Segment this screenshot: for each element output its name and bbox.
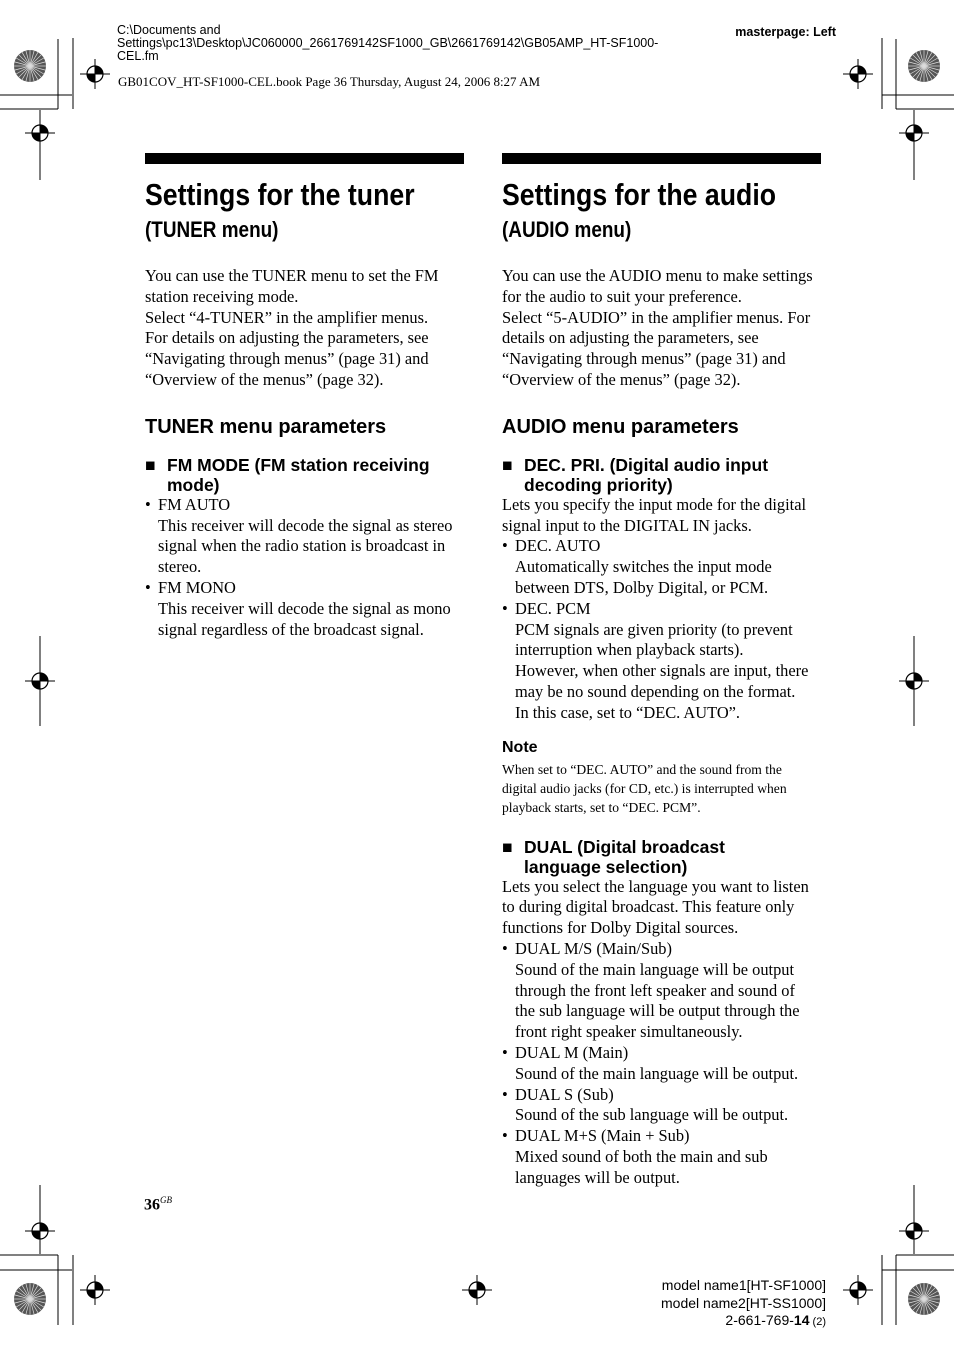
list-item-desc: This receiver will decode the signal as stereo signal when the radio station is broadcast in stereo. xyxy=(158,515,453,577)
list-item: • FM AUTO xyxy=(145,494,231,514)
note-heading: Note xyxy=(502,738,538,756)
tuner-intro: You can use the TUNER menu to set the FM station receiving mode. Select “4-TUNER” in the amplifier menus. For details on adjusting the parameters, see “Navigating through menus” (page 31) and “Overview of the menus” (page 32). xyxy=(145,266,439,389)
audio-params-heading: AUDIO menu parameters xyxy=(502,415,739,438)
list-item-desc: This receiver will decode the signal as mono signal regardless of the broadcast signal. xyxy=(158,598,451,639)
fm-mode-heading: ■ FM MODE (FM station receiving mode) xyxy=(145,454,430,495)
registration-crosshair-icon xyxy=(25,666,55,696)
dual-body: Lets you select the language you want to listen to during digital broadcast. This feature only functions for Dolby Digital sources. • DUAL M/S (Main/Sub) Sound of the main language will be output through the front left speaker and sound of the sub language will be output through the front right speaker simultaneously. • DUAL M (Main) Sound of the main language will be output. • DUAL S (Sub) Sound of the sub language will be output. • DUAL M+S (Main + Sub) Mixed sound of both the main and sub languages will be output. xyxy=(502,877,821,1189)
registration-star-icon xyxy=(908,1283,940,1315)
tuner-params-heading: TUNER menu parameters xyxy=(145,415,387,438)
list-item-desc: Sound of the main language will be output. xyxy=(515,1063,799,1083)
section-rule xyxy=(145,153,464,164)
registration-crosshair-icon xyxy=(899,1216,929,1246)
book-info-line: GB01COV_HT-SF1000-CEL.book Page 36 Thursday, August 24, 2006 8:27 AM xyxy=(118,74,541,89)
list-item-desc: Sound of the main language will be output through the front left speaker and sound of the sub language will be output through the front right speaker simultaneously. xyxy=(515,959,800,1042)
tuner-section xyxy=(145,153,464,640)
audio-section xyxy=(502,153,821,1189)
registration-star-icon xyxy=(908,50,940,82)
registration-crosshair-icon xyxy=(80,59,110,89)
list-item-desc: Mixed sound of both the main and sub languages will be output. xyxy=(515,1146,768,1187)
registration-star-icon xyxy=(14,50,46,82)
registration-crosshair-icon xyxy=(80,1275,110,1305)
fm-mode-list xyxy=(145,495,464,641)
list-item: • DUAL M (Main) xyxy=(502,1042,629,1062)
tuner-subtitle: (TUNER menu) xyxy=(145,217,279,242)
list-item: • DUAL M/S (Main/Sub) xyxy=(502,938,672,958)
square-bullet-icon: ■ xyxy=(502,454,513,475)
list-item: • DEC. PCM xyxy=(502,598,591,618)
list-item: • DUAL S (Sub) xyxy=(502,1084,614,1104)
registration-crosshair-icon xyxy=(899,118,929,148)
file-path: C:\Documents and Settings\pc13\Desktop\JC060000_2661769142SF1000_GB\2661769142\GB05AMP_HT-SF1000- CEL.fm xyxy=(117,23,659,63)
list-item: • DEC. AUTO xyxy=(502,536,601,556)
page-number: $36^{GB}$ xyxy=(144,1195,172,1214)
list-item: • FM MONO xyxy=(145,577,236,597)
model-info: model name1[HT-SF1000] model name2[HT-SS1000] 2-661-769-14 (2) xyxy=(661,1277,826,1332)
dual-heading: ■ DUAL (Digital broadcast language selection) xyxy=(502,836,725,877)
part-code: 2-661-769-14 (2) xyxy=(725,1312,826,1328)
audio-title: Settings for the audio xyxy=(502,177,777,212)
audio-intro: You can use the AUDIO menu to make settings for the audio to suit your preference. Select “5-AUDIO” in the amplifier menus. For details on adjusting the parameters, see “Navigating through menus” (page 31) and “Overview of the menus” (page 32). xyxy=(502,266,813,389)
list-item: • DUAL M+S (Main + Sub) xyxy=(502,1126,690,1146)
dec-pri-body: Lets you specify the input mode for the digital signal input to the DIGITAL IN jacks. • DEC. AUTO Automatically switches the input mode between DTS, Dolby Digital, or PCM. • DEC. PCM PCM signals are given priority (to prevent interruption when playback starts). However, when other signals are input, there may be no sound depending on the format. In this case, set to “DEC. AUTO”. xyxy=(502,495,821,724)
registration-crosshair-icon xyxy=(843,1275,873,1305)
registration-star-icon xyxy=(14,1283,46,1315)
masterpage-label: masterpage: Left xyxy=(735,25,836,39)
registration-crosshair-icon xyxy=(899,666,929,696)
dec-pri-heading: ■ DEC. PRI. (Digital audio input decoding priority) xyxy=(502,454,769,495)
section-rule xyxy=(502,153,821,164)
list-item-desc: Sound of the sub language will be output. xyxy=(515,1105,789,1125)
square-bullet-icon: ■ xyxy=(502,836,513,857)
note-text: When set to “DEC. AUTO” and the sound from the digital audio jacks (for CD, etc.) is interrupted when playback starts, set to “DEC. PCM”. xyxy=(502,761,787,815)
square-bullet-icon: ■ xyxy=(145,454,156,475)
tuner-title: Settings for the tuner xyxy=(145,177,415,212)
audio-subtitle: (AUDIO menu) xyxy=(502,217,632,242)
registration-crosshair-icon xyxy=(843,59,873,89)
list-item-desc: Automatically switches the input mode between DTS, Dolby Digital, or PCM. xyxy=(515,557,772,597)
registration-crosshair-icon xyxy=(462,1275,492,1305)
registration-crosshair-icon xyxy=(25,1216,55,1246)
registration-crosshair-icon xyxy=(25,118,55,148)
list-item-desc: PCM signals are given priority (to prevent interruption when playback starts). However, when other signals are input, there may be no sound depending on the format. In this case, set to “DEC. AUTO”. xyxy=(515,619,809,722)
